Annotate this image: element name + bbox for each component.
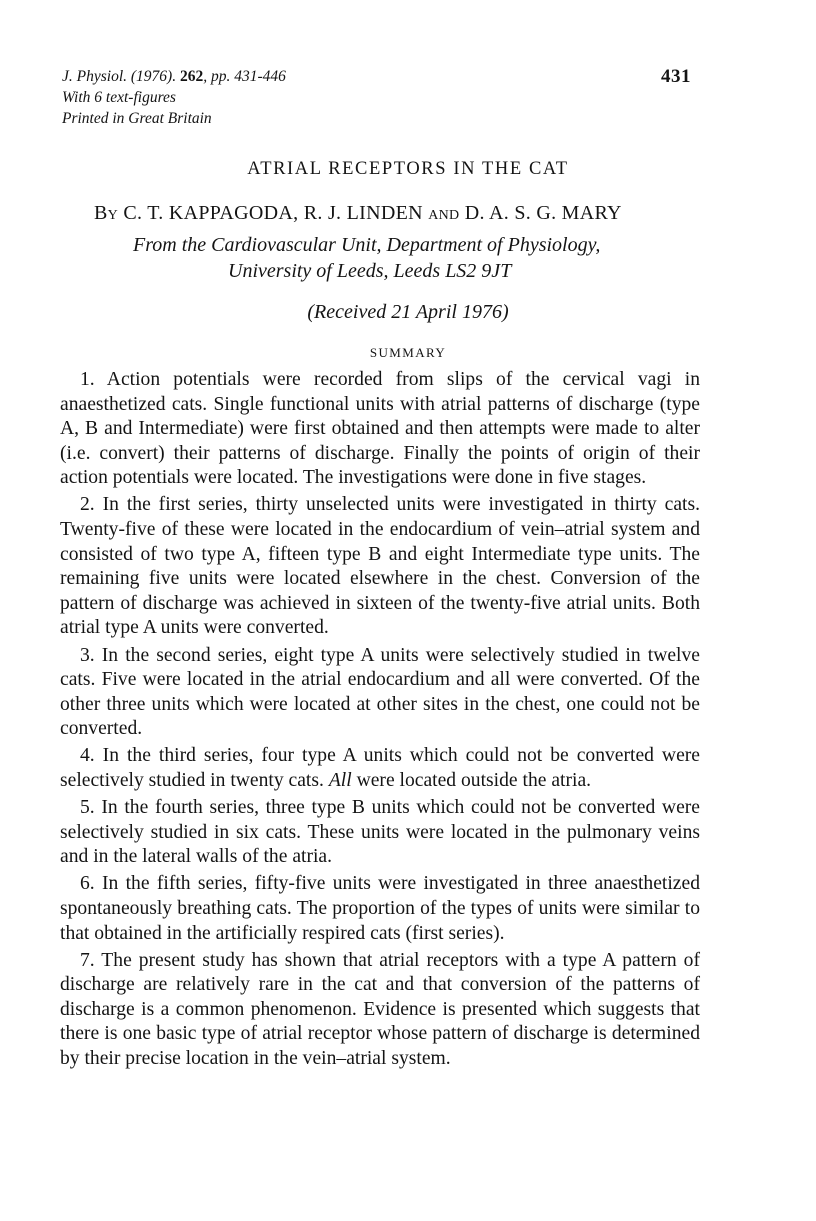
summary-paragraph-2: 2. In the first series, thirty unselected units were investigated in thirty cats. Twenty-five of these were located in the endocardium of vein–atrial system and consisted of two type A, fifteen type B and eight Intermediate type units. The remaining five units were located elsewhere in the chest. Conversion of the pattern of discharge was achieved in sixteen of the twenty-five atrial units. Both atrial type A units were converted.: [60, 494, 700, 639]
summary-heading: SUMMARY: [369, 345, 447, 360]
author-kappagoda: C. T. KAPPAGODA,: [123, 202, 299, 224]
author-linden: R. J. LINDEN: [303, 202, 423, 224]
summary-paragraph-3: 3. In the second series, eight type A units were selectively studied in twelve cats. Five were located in the atrial endocardium and all were converted. Of the other three units which were located at other sites in the chest, one could not be converted.: [60, 644, 700, 740]
paragraph-4-start: 4. In the third series, four type A units which could not be converted were selectively studied in twenty cats.: [60, 745, 700, 791]
citation-year: (1976).: [130, 68, 177, 85]
author-affiliation: [133, 232, 600, 284]
byline-by: By: [94, 202, 119, 224]
journal-header: [62, 66, 286, 129]
page-number: 431: [661, 66, 691, 87]
affiliation-line-1: From the Cardiovascular Unit, Department of Physiology,: [133, 234, 601, 256]
page-range: , pp. 431-446: [203, 68, 286, 85]
journal-name: J. Physiol.: [62, 68, 127, 85]
article-title: ATRIAL RECEPTORS IN THE CAT: [247, 159, 569, 179]
citation-line: [62, 66, 286, 87]
printed-note: Printed in Great Britain: [62, 110, 212, 127]
byline-and: and: [428, 202, 460, 224]
affiliation-line-2: University of Leeds, Leeds LS2 9JT: [228, 260, 512, 282]
paragraph-4-end: were located outside the atria.: [351, 770, 592, 791]
summary-paragraph-7: 7. The present study has shown that atrial receptors with a type A pattern of discharge are relatively rare in the cat and that conversion of the patterns of discharge is a common phenomenon. Evidence is presented which suggests that there is one basic type of atrial receptor whose pattern of discharge is determined by their precise location in the vein–atrial system.: [60, 949, 700, 1070]
summary-paragraph-1: 1. Action potentials were recorded from slips of the cervical vagi in anaesthetized cats. Single functional units with atrial patterns of discharge (type A, B and Intermediate) were first obtained and then attempts were made to alter (i.e. convert) their patterns of discharge. Finally the points of origin of their action potentials were located. The investigations were done in five stages.: [60, 369, 700, 489]
summary-paragraph-5: 5. In the fourth series, three type B units which could not be converted were selectively studied in six cats. These units were located in the pulmonary veins and in the lateral walls of the atria.: [60, 797, 700, 868]
author-mary: D. A. S. G. MARY: [464, 202, 622, 224]
summary-paragraph-6: 6. In the fifth series, fifty-five units were investigated in three anaesthetized spontaneously breathing cats. The proportion of the types of units were similar to that obtained in the artificially respired cats (first series).: [60, 873, 700, 944]
summary-body: [60, 368, 700, 1074]
figures-note: With 6 text-figures: [62, 89, 176, 106]
paragraph-4-emphasis: All: [328, 770, 352, 791]
author-byline: [94, 202, 622, 225]
received-date: (Received 21 April 1976): [307, 301, 509, 323]
journal-volume: 262: [179, 68, 204, 85]
summary-paragraph-4: [60, 744, 700, 793]
